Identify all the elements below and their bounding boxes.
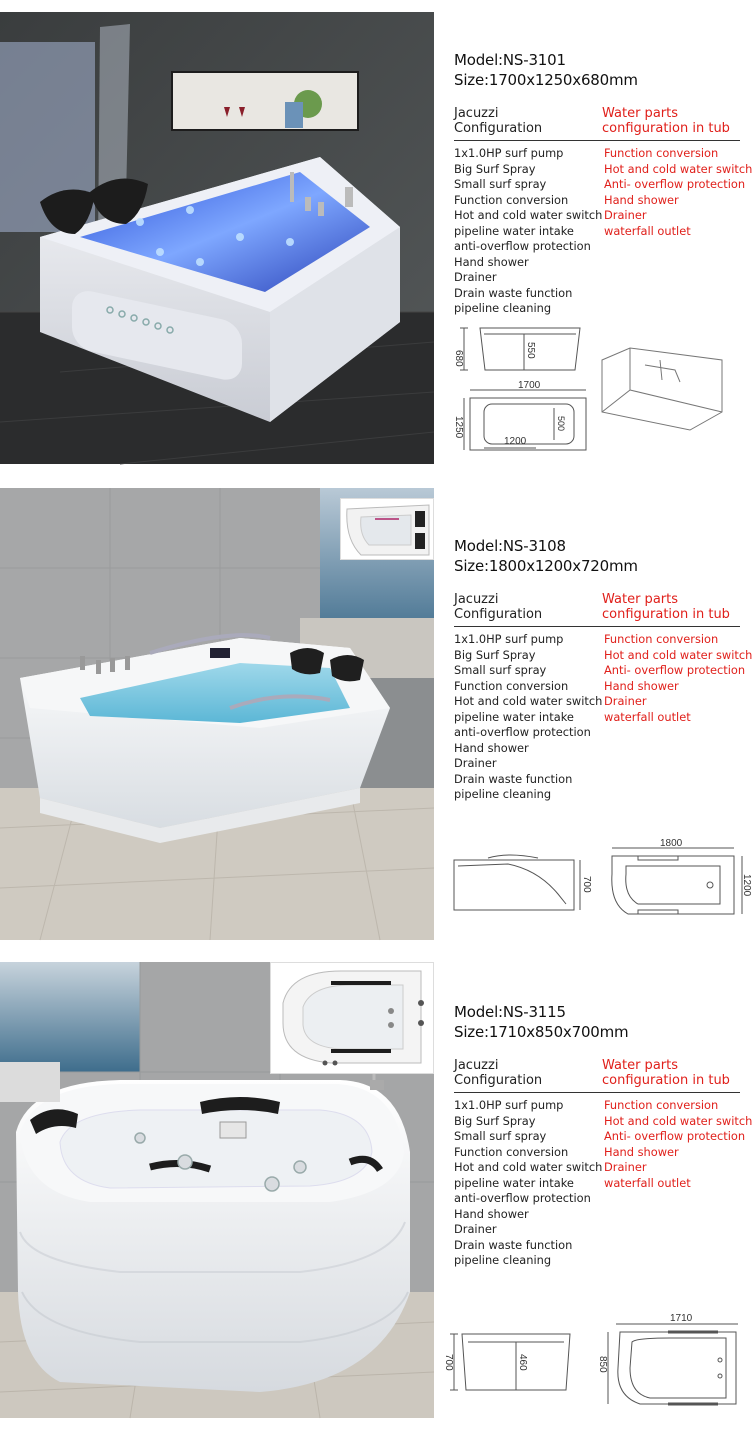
- list-item: Drainer: [454, 270, 497, 284]
- list-item: Hand shower: [604, 1144, 679, 1159]
- tub-photo-illustration: [0, 12, 434, 464]
- list-item: Function conversion: [454, 678, 569, 693]
- list-item: Hot and cold water switch: [604, 161, 752, 176]
- list-item: Hand shower: [454, 740, 529, 755]
- jacuzzi-heading: Jacuzzi Configuration: [454, 106, 543, 136]
- jacuzzi-config-list: [454, 146, 602, 317]
- dimension-drawing-ns-3108: [448, 834, 750, 924]
- list-item: Drain waste function: [454, 1237, 573, 1252]
- list-item: waterfall outlet: [604, 709, 691, 724]
- product-ns-3101: [0, 0, 750, 470]
- list-item: pipeline water intake: [454, 223, 574, 238]
- jacuzzi-config-list: [454, 1098, 602, 1269]
- model-size: Size:1710x850x700mm: [454, 1023, 629, 1041]
- list-item: Hot and cold water switch: [604, 647, 752, 662]
- dimension-drawing-ns-3115: [440, 1308, 750, 1414]
- list-item: anti-overflow protection: [454, 239, 591, 253]
- list-item: Hot and cold water switch: [454, 1160, 603, 1174]
- list-item: Drainer: [604, 694, 647, 708]
- spec-panel-ns-3115: [454, 1002, 752, 1267]
- list-item: 1x1.0HP surf pump: [454, 146, 564, 160]
- dim-height: 700: [581, 876, 592, 893]
- list-item: Drain waste function: [454, 285, 573, 300]
- water-parts-heading: Water parts configuration in tub: [602, 1058, 730, 1088]
- product-ns-3115: [0, 962, 750, 1431]
- dim-length: 1800: [660, 838, 683, 849]
- list-item: Hand shower: [454, 1206, 529, 1221]
- list-item: pipeline cleaning: [454, 301, 552, 315]
- list-item: 1x1.0HP surf pump: [454, 1098, 564, 1112]
- list-item: Anti- overflow protection: [604, 663, 746, 677]
- config-headings: [454, 1058, 744, 1094]
- list-item: Hand shower: [454, 254, 529, 269]
- list-item: Function conversion: [604, 632, 719, 646]
- list-item: Drain waste function: [454, 771, 573, 786]
- list-item: Hot and cold water switch: [454, 208, 603, 222]
- dimension-drawing-ns-3101: [440, 320, 750, 470]
- model-number: Model:NS-3101: [454, 51, 566, 69]
- dim-inner-length: 1200: [504, 436, 527, 447]
- dim-length: 1700: [518, 380, 541, 391]
- list-item: Function conversion: [454, 192, 569, 207]
- list-item: Small surf spray: [454, 1129, 547, 1143]
- dim-width: 1250: [453, 416, 464, 439]
- water-parts-list: [604, 146, 752, 239]
- list-item: Drainer: [604, 208, 647, 222]
- list-item: Drainer: [604, 1160, 647, 1174]
- dim-height: 680: [453, 350, 464, 367]
- list-item: anti-overflow protection: [454, 725, 591, 739]
- list-item: pipeline water intake: [454, 1175, 574, 1190]
- list-item: Function conversion: [604, 146, 719, 160]
- heading-divider: [454, 140, 740, 141]
- list-item: 1x1.0HP surf pump: [454, 632, 564, 646]
- jacuzzi-heading: Jacuzzi Configuration: [454, 1058, 543, 1088]
- list-item: pipeline water intake: [454, 709, 574, 724]
- water-parts-heading: Water parts configuration in tub: [602, 106, 730, 136]
- dim-inner-depth: 550: [525, 342, 536, 359]
- list-item: pipeline cleaning: [454, 1253, 552, 1267]
- spec-panel-ns-3108: [454, 536, 752, 801]
- dim-inner-width: 500: [556, 416, 566, 432]
- water-parts-list: [604, 632, 752, 725]
- tub-3d-sketch: [602, 348, 722, 430]
- list-item: anti-overflow protection: [454, 1191, 591, 1205]
- list-item: Hot and cold water switch: [454, 694, 603, 708]
- dim-width: 850: [597, 1356, 608, 1373]
- list-item: Small surf spray: [454, 663, 547, 677]
- list-item: Function conversion: [454, 1144, 569, 1159]
- jacuzzi-heading: Jacuzzi Configuration: [454, 592, 543, 622]
- product-photo-ns-3108: [0, 488, 434, 940]
- jacuzzi-config-list: [454, 632, 602, 803]
- list-item: Big Surf Spray: [454, 1113, 536, 1128]
- dim-height: 700: [443, 1354, 454, 1371]
- list-item: waterfall outlet: [604, 1175, 691, 1190]
- list-item: Anti- overflow protection: [604, 177, 746, 191]
- list-item: Hand shower: [604, 192, 679, 207]
- dim-width: 1200: [741, 874, 752, 897]
- model-number: Model:NS-3108: [454, 537, 566, 555]
- dim-length: 1710: [670, 1313, 693, 1324]
- model-number: Model:NS-3115: [454, 1003, 566, 1021]
- list-item: waterfall outlet: [604, 223, 691, 238]
- list-item: Drainer: [454, 756, 497, 770]
- list-item: Anti- overflow protection: [604, 1129, 746, 1143]
- config-headings: [454, 106, 744, 142]
- list-item: Hand shower: [604, 678, 679, 693]
- heading-divider: [454, 626, 740, 627]
- dim-inner-depth: 460: [517, 1354, 528, 1371]
- list-item: Big Surf Spray: [454, 647, 536, 662]
- list-item: Small surf spray: [454, 177, 547, 191]
- list-item: Big Surf Spray: [454, 161, 536, 176]
- list-item: pipeline cleaning: [454, 787, 552, 801]
- inset-top-view-photo: [270, 962, 434, 1074]
- product-photo-ns-3101: [0, 12, 434, 464]
- list-item: Hot and cold water switch: [604, 1113, 752, 1128]
- water-parts-list: [604, 1098, 752, 1191]
- model-size: Size:1700x1250x680mm: [454, 71, 638, 89]
- config-headings: [454, 592, 744, 628]
- list-item: Function conversion: [604, 1098, 719, 1112]
- water-parts-heading: Water parts configuration in tub: [602, 592, 730, 622]
- inset-top-view-photo: [340, 498, 434, 560]
- list-item: Drainer: [454, 1222, 497, 1236]
- product-ns-3108: [0, 488, 750, 948]
- spec-panel-ns-3101: [454, 50, 752, 315]
- heading-divider: [454, 1092, 740, 1093]
- model-size: Size:1800x1200x720mm: [454, 557, 638, 575]
- product-photo-ns-3115: [0, 962, 434, 1418]
